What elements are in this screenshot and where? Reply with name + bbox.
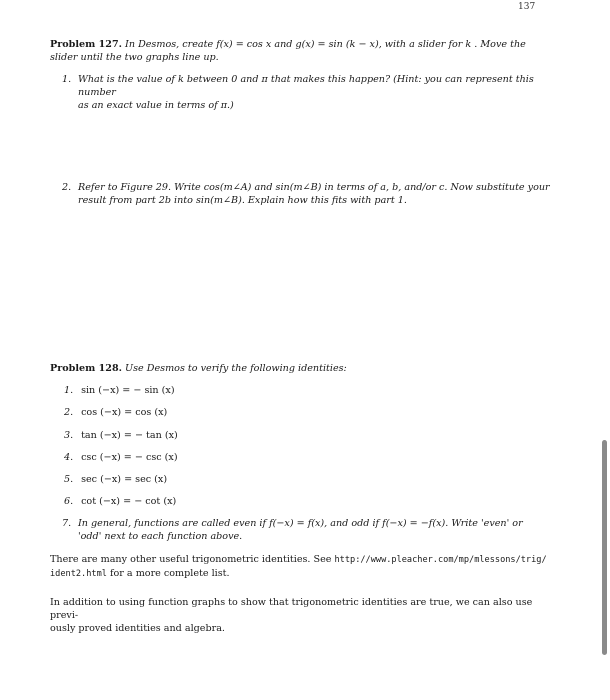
algebra-paragraph bbox=[50, 596, 555, 635]
identity-number: 3. bbox=[64, 430, 74, 441]
question-number: 1. bbox=[62, 74, 72, 85]
identity-item bbox=[64, 495, 176, 508]
problem-127-line1 bbox=[50, 38, 555, 51]
problem-127-question-2 bbox=[62, 181, 555, 206]
paragraph-text: for a more complete list. bbox=[106, 568, 230, 579]
identity-text: tan (−x) = − tan (x) bbox=[81, 430, 178, 441]
problem-128-title: Problem 128. bbox=[50, 363, 122, 374]
identity-item bbox=[64, 451, 178, 464]
identity-text: cos (−x) = cos (x) bbox=[81, 407, 168, 418]
problem-127-intro-line2: slider until the two graphs line up. bbox=[50, 52, 219, 63]
reference-link[interactable]: http://www.pleacher.com/mp/mlessons/trig/ bbox=[334, 555, 547, 565]
vertical-scrollbar[interactable] bbox=[602, 440, 607, 655]
identity-text: cot (−x) = − cot (x) bbox=[81, 496, 177, 507]
identity-number: 4. bbox=[64, 452, 74, 463]
identity-number: 1. bbox=[64, 385, 74, 396]
identity-number: 6. bbox=[64, 496, 74, 507]
problem-128-intro-text: Use Desmos to verify the following identities: bbox=[125, 363, 347, 374]
identity-item bbox=[64, 473, 167, 486]
problem-127-title: Problem 127. bbox=[50, 39, 122, 50]
question-7-line2: 'odd' next to each function above. bbox=[78, 531, 243, 542]
identity-number: 2. bbox=[64, 407, 74, 418]
identity-item bbox=[64, 429, 178, 442]
identities-paragraph bbox=[50, 553, 555, 581]
identities-paragraph-line1 bbox=[50, 553, 555, 567]
identities-paragraph-line2 bbox=[50, 567, 555, 581]
question-number: 2. bbox=[62, 182, 72, 193]
identity-text: sin (−x) = − sin (x) bbox=[81, 385, 175, 396]
algebra-paragraph-line1: In addition to using function graphs to show that trigonometric identities are true, we can also use previ- bbox=[50, 597, 533, 621]
problem-127-intro bbox=[50, 38, 555, 64]
paragraph-text: There are many other useful trigonometric identities. See bbox=[50, 554, 335, 565]
problem-127-intro-text: In Desmos, create f(x) = cos x and g(x) = sin (k − x), with a slider for k . Move the bbox=[125, 39, 526, 50]
question-2-line2: result from part 2b into sin(m∠B). Explain how this fits with part 1. bbox=[78, 195, 407, 206]
question-7-line1: In general, functions are called even if f(−x) = f(x), and odd if f(−x) = −f(x). Write 'even' or bbox=[78, 518, 523, 529]
identity-text: csc (−x) = − csc (x) bbox=[81, 452, 178, 463]
algebra-paragraph-line2: ously proved identities and algebra. bbox=[50, 623, 225, 634]
identity-number: 5. bbox=[64, 474, 74, 485]
question-1-line1: What is the value of k between 0 and π that makes this happen? (Hint: you can represent this number bbox=[78, 74, 534, 98]
identity-text: sec (−x) = sec (x) bbox=[81, 474, 168, 485]
identity-item bbox=[64, 406, 167, 419]
question-1-line2: as an exact value in terms of π.) bbox=[78, 100, 234, 111]
question-number: 7. bbox=[62, 518, 72, 529]
reference-link-continuation[interactable]: ident2.html bbox=[50, 569, 107, 579]
page-number: 137 bbox=[518, 2, 536, 12]
identity-item bbox=[64, 384, 175, 397]
problem-128-question-7 bbox=[62, 517, 555, 542]
problem-127-question-1 bbox=[62, 73, 555, 111]
problem-128-intro bbox=[50, 362, 555, 375]
question-2-line1: Refer to Figure 29. Write cos(m∠A) and sin(m∠B) in terms of a, b, and/or c. Now substitute your bbox=[78, 182, 550, 193]
